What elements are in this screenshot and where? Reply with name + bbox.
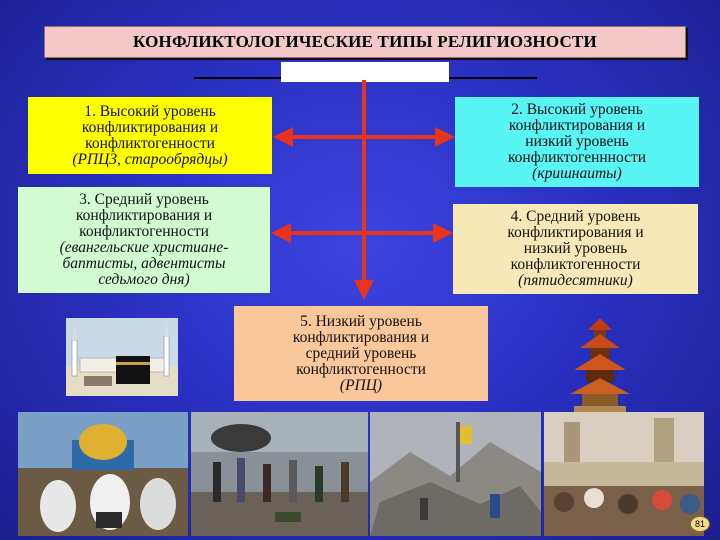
type-1-line: конфликтогенности	[85, 134, 215, 152]
type-5-line: конфликтирования и	[292, 328, 430, 346]
type-3-line: конфликтирования и	[75, 207, 213, 224]
type-1-line: 1. Высокий уровень	[84, 102, 216, 120]
photo-street-clash	[191, 412, 368, 536]
type-1-line: конфликтирования и	[81, 118, 219, 136]
type-2-box	[455, 97, 699, 187]
photo-crowd-prayer	[544, 412, 704, 536]
type-4-line: конфликтогенности	[510, 256, 641, 273]
type-3-example: седьмого дня)	[98, 271, 190, 288]
type-4-box	[453, 204, 698, 294]
photo-ruins	[370, 412, 541, 536]
page-number: 81	[690, 516, 710, 532]
type-5-line: 5. Низкий уровень	[300, 312, 422, 330]
type-2-example: (кришнаиты)	[532, 165, 622, 182]
type-3-example: (евангельские христиане-	[59, 239, 229, 256]
slide-title: КОНФЛИКТОЛОГИЧЕСКИЕ ТИПЫ РЕЛИГИОЗНОСТИ	[44, 26, 686, 58]
type-2-line: конфликтогеннности	[507, 149, 647, 166]
type-3-line: конфликтогенности	[79, 223, 209, 240]
type-3-box	[18, 187, 270, 293]
type-2-line: 2. Высокий уровень	[511, 101, 643, 118]
type-5-example: (РПЦ)	[339, 376, 383, 394]
type-5-line: конфликтогенности	[296, 360, 426, 378]
type-1-box	[28, 97, 272, 174]
type-5-line: средний уровень	[305, 344, 417, 362]
type-2-line: низкий уровень	[525, 133, 629, 150]
type-4-line: 4. Средний уровень	[510, 208, 641, 225]
type-2-line: конфликтирования и	[508, 117, 646, 134]
type-5-box	[234, 306, 488, 401]
type-3-line: 3. Средний уровень	[79, 191, 209, 208]
type-3-example: баптисты, адвентисты	[62, 255, 226, 272]
pagoda-illustration	[570, 316, 630, 412]
type-4-line: низкий уровень	[523, 240, 628, 257]
mosque-illustration	[66, 318, 178, 396]
type-4-line: конфликтирования и	[507, 224, 644, 241]
type-1-example: (РПЦЗ, старообрядцы)	[72, 150, 228, 168]
type-4-example: (пятидесятники)	[518, 272, 633, 289]
photo-dome-of-the-rock	[18, 412, 188, 536]
